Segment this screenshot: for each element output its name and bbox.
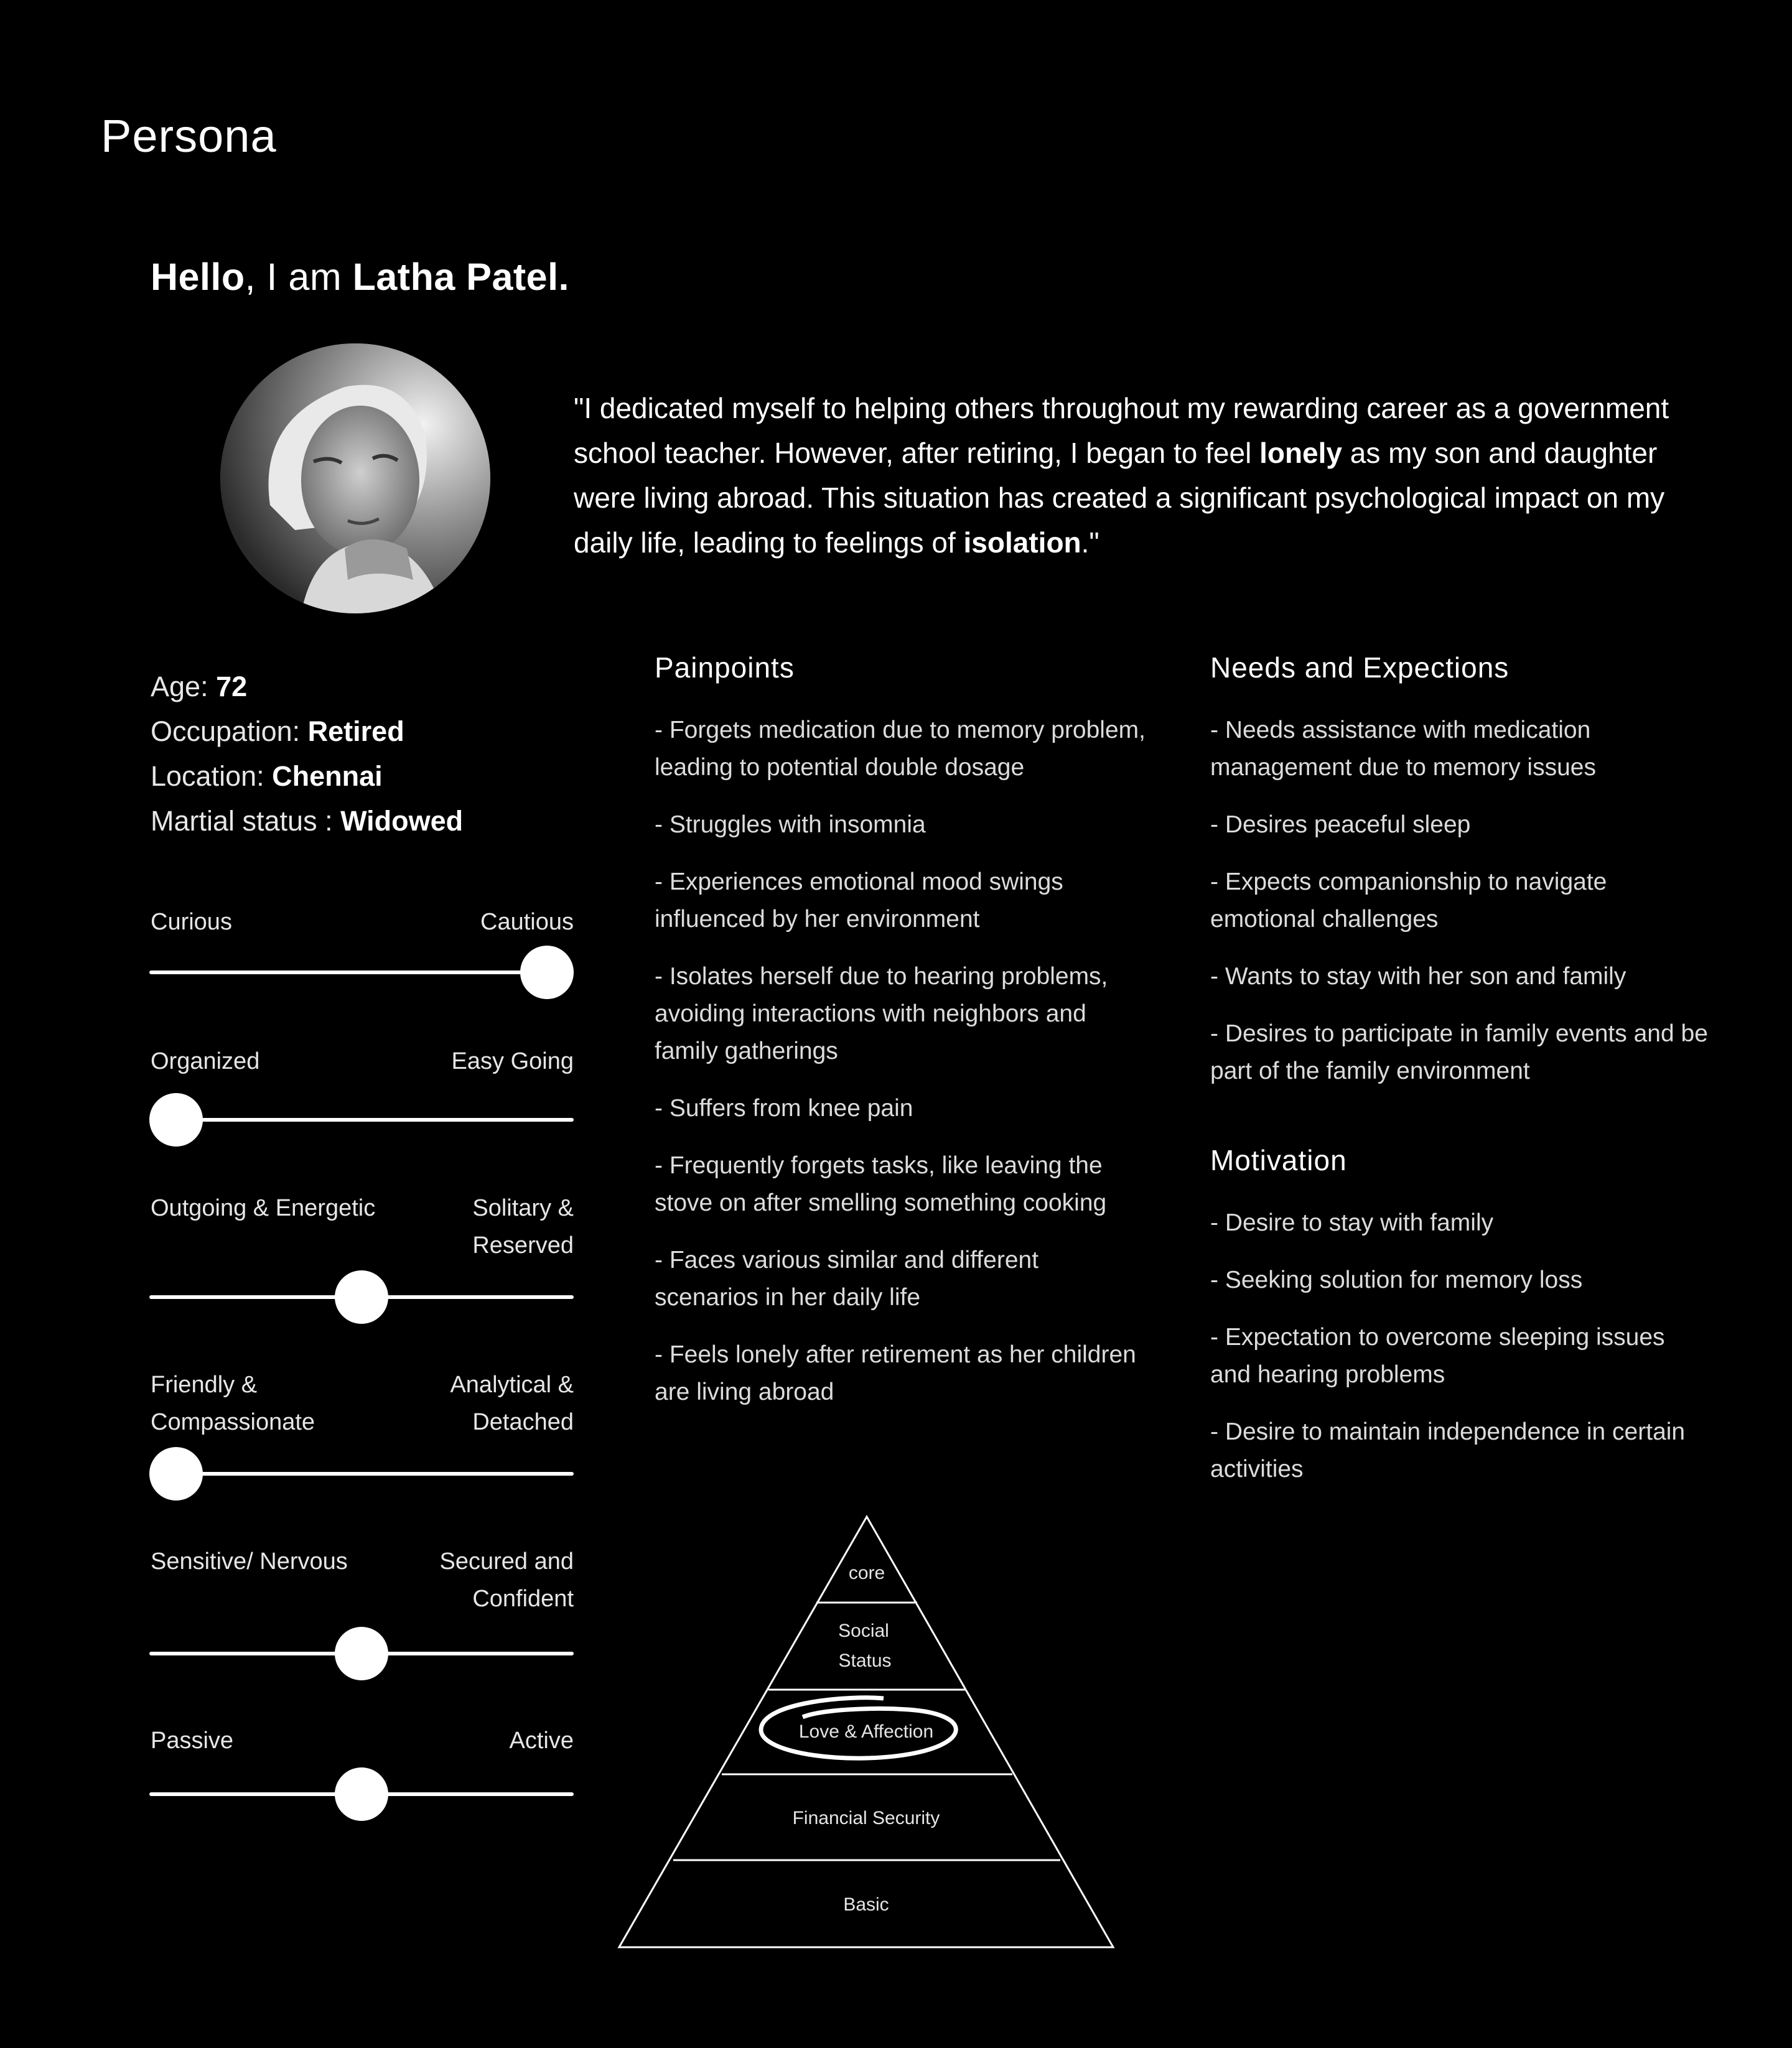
fact-marital-status: Martial status : Widowed bbox=[151, 805, 464, 837]
slider-knob[interactable] bbox=[335, 1270, 388, 1324]
slider-knob[interactable] bbox=[149, 1093, 203, 1147]
maslow-pyramid bbox=[616, 1512, 1121, 1953]
motivation-list bbox=[1210, 1204, 1708, 1508]
list-item: - Seeking solution for memory loss bbox=[1210, 1267, 1583, 1293]
avatar-portrait-icon bbox=[220, 343, 490, 613]
greeting bbox=[151, 255, 569, 299]
pyramid-level-core: core bbox=[848, 1563, 885, 1583]
list-item: - Faces various similar and different scenarios in her daily life bbox=[655, 1247, 1039, 1311]
quote-text-1: "I dedicated myself to helping others throughout my rewarding career as a government school teacher. However, after retiring, I began to feel bbox=[574, 392, 1669, 469]
persona-quote bbox=[574, 386, 1694, 565]
list-item: - Desires to participate in family events and be part of the family environment bbox=[1210, 1020, 1708, 1084]
slider-left-label: Sensitive/ Nervous bbox=[151, 1548, 348, 1575]
slider-right-label: Solitary & Reserved bbox=[472, 1195, 574, 1259]
list-item: - Wants to stay with her son and family bbox=[1210, 963, 1626, 990]
painpoints-list bbox=[655, 712, 1146, 1431]
avatar bbox=[220, 343, 490, 613]
slider-track[interactable] bbox=[149, 1472, 574, 1476]
slider-knob[interactable] bbox=[335, 1767, 388, 1821]
slider-left-label: Friendly & Compassionate bbox=[151, 1372, 315, 1435]
list-item: - Needs assistance with medication management due to memory issues bbox=[1210, 717, 1596, 781]
needs-title: Needs and Expections bbox=[1210, 651, 1510, 684]
list-item: - Forgets medication due to memory problem, leading to potential double dosage bbox=[655, 717, 1146, 781]
list-item: - Desire to maintain independence in certain activities bbox=[1210, 1418, 1686, 1482]
pyramid-level-status: Status bbox=[838, 1650, 892, 1671]
slider-track[interactable] bbox=[149, 970, 574, 974]
list-item: - Isolates herself due to hearing problems, avoiding interactions with neighbors and family gatherings bbox=[655, 963, 1108, 1064]
list-item: - Desire to stay with family bbox=[1210, 1209, 1494, 1236]
pyramid-level-social: Social bbox=[838, 1621, 889, 1641]
slider-left-label: Curious bbox=[151, 909, 232, 935]
slider-right-label: Secured and Confident bbox=[439, 1548, 574, 1612]
slider-right-label: Active bbox=[509, 1728, 574, 1754]
list-item: - Desires peaceful sleep bbox=[1210, 811, 1471, 838]
slider-knob[interactable] bbox=[520, 946, 574, 999]
list-item: - Struggles with insomnia bbox=[655, 811, 926, 838]
pyramid-level-basic: Basic bbox=[843, 1894, 889, 1915]
persona-facts bbox=[151, 664, 463, 844]
list-item: - Expectation to overcome sleeping issues and hearing problems bbox=[1210, 1324, 1665, 1388]
persona-name: Latha Patel. bbox=[352, 256, 570, 298]
quote-text-3: ." bbox=[1081, 526, 1099, 559]
slider-left-label: Outgoing & Energetic bbox=[151, 1195, 376, 1221]
quote-text-2: as my son and daughter were living abroad. This situation has created a significant psychological impact on my daily life, leading to feelings of bbox=[574, 437, 1665, 559]
list-item: - Experiences emotional mood swings influenced by her environment bbox=[655, 868, 1063, 933]
slider-left-label: Passive bbox=[151, 1728, 234, 1754]
slider-left-label: Organized bbox=[151, 1048, 260, 1074]
page-title: Persona bbox=[101, 110, 277, 162]
painpoints-title: Painpoints bbox=[655, 651, 795, 684]
needs-list bbox=[1210, 712, 1708, 1110]
fact-age: Age: 72 bbox=[151, 671, 248, 702]
pyramid-level-love-affection: Love & Affection bbox=[798, 1721, 934, 1742]
fact-location: Location: Chennai bbox=[151, 760, 383, 792]
list-item: - Suffers from knee pain bbox=[655, 1095, 913, 1122]
motivation-title: Motivation bbox=[1210, 1144, 1347, 1176]
slider-knob[interactable] bbox=[335, 1627, 388, 1680]
list-item: - Feels lonely after retirement as her children are living abroad bbox=[655, 1341, 1136, 1405]
list-item: - Expects companionship to navigate emotional challenges bbox=[1210, 868, 1607, 933]
pyramid-level-financial-security: Financial Security bbox=[792, 1808, 940, 1828]
list-item: - Frequently forgets tasks, like leaving the stove on after smelling something cooking bbox=[655, 1152, 1107, 1216]
greeting-middle: , I am bbox=[245, 256, 353, 298]
slider-knob[interactable] bbox=[149, 1447, 203, 1501]
quote-bold-isolation: isolation bbox=[963, 526, 1081, 559]
fact-occupation: Occupation: Retired bbox=[151, 715, 404, 747]
slider-right-label: Easy Going bbox=[451, 1048, 574, 1074]
slider-track[interactable] bbox=[149, 1118, 574, 1122]
slider-right-label: Cautious bbox=[480, 909, 574, 935]
slider-right-label: Analytical & Detached bbox=[450, 1372, 574, 1435]
greeting-hello: Hello bbox=[151, 256, 245, 298]
quote-bold-lonely: lonely bbox=[1259, 437, 1343, 469]
